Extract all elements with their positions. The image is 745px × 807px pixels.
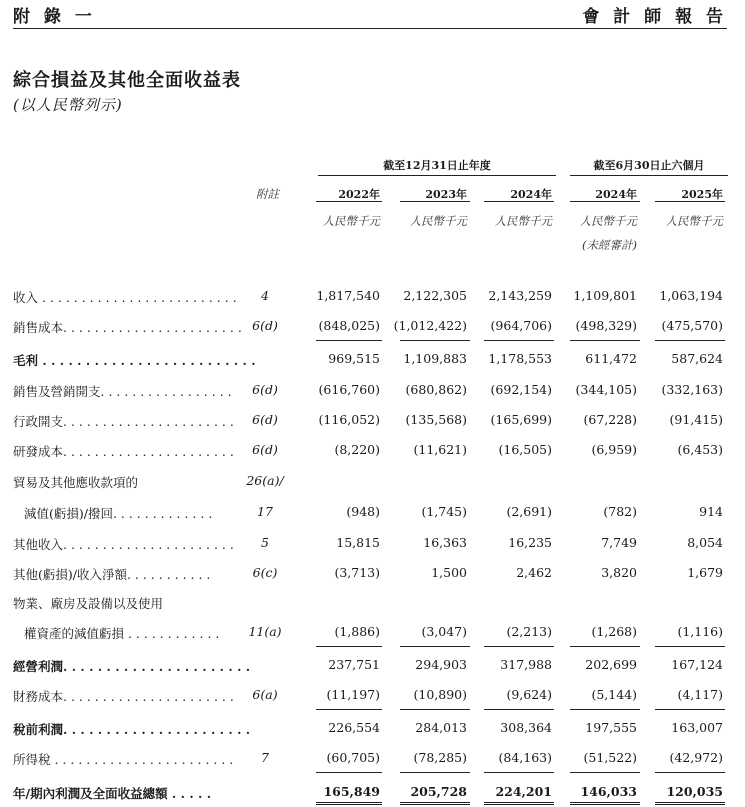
- subtotal-rule: [655, 340, 725, 341]
- year-header: 2025年: [681, 188, 723, 201]
- row-label: 行政開支. . . . . . . . . . . . . . . . . . . . . .: [13, 414, 234, 429]
- cell-value: 167,124: [671, 657, 723, 672]
- row-label: 減值(虧損)/撥回. . . . . . . . . . . . .: [24, 506, 213, 521]
- row-note: 6(c): [252, 565, 278, 580]
- table-row: [0, 288, 745, 310]
- cell-value: (116,052): [318, 412, 380, 427]
- cell-value: (3,047): [421, 624, 467, 639]
- table-row: [0, 624, 745, 646]
- subtotal-rule: [484, 772, 554, 773]
- table-row: [0, 504, 745, 526]
- cell-value: (616,760): [318, 382, 380, 397]
- period-year-end: 截至12月31日止年度: [383, 159, 491, 172]
- subtotal-rule: [484, 340, 554, 341]
- cell-value: 165,849: [323, 784, 380, 799]
- note-column-header: 附註: [256, 187, 279, 201]
- subtotal-rule: [316, 646, 382, 647]
- cell-value: 163,007: [671, 720, 723, 735]
- cell-value: (67,228): [583, 412, 637, 427]
- cell-value: (332,163): [661, 382, 723, 397]
- cell-value: (10,890): [413, 687, 467, 702]
- row-label: 財務成本. . . . . . . . . . . . . . . . . . . . . .: [13, 689, 234, 704]
- row-note: 6(d): [252, 442, 278, 457]
- table-row: [0, 473, 745, 495]
- unaudited-label: (未經審計): [582, 238, 637, 252]
- cell-value: (60,705): [326, 750, 380, 765]
- cell-value: (1,012,422): [393, 318, 467, 333]
- cell-value: (692,154): [490, 382, 552, 397]
- cell-value: (51,522): [583, 750, 637, 765]
- subtotal-rule: [400, 340, 470, 341]
- cell-value: 8,054: [687, 535, 723, 550]
- row-note: 6(d): [252, 382, 278, 397]
- row-label: 權資產的減值虧損 . . . . . . . . . . . .: [24, 626, 220, 641]
- cell-value: 1,109,883: [403, 351, 467, 366]
- cell-value: 1,178,553: [488, 351, 552, 366]
- unit-header: 人民幣千元: [494, 214, 552, 228]
- cell-value: (16,505): [498, 442, 552, 457]
- unit-header: 人民幣千元: [322, 214, 380, 228]
- cell-value: (848,025): [318, 318, 380, 333]
- cell-value: 224,201: [495, 784, 552, 799]
- subtotal-rule: [655, 709, 725, 710]
- cell-value: (782): [603, 504, 637, 519]
- table-row: [0, 351, 745, 373]
- subtotal-rule: [484, 709, 554, 710]
- total-double-rule: [484, 802, 554, 805]
- row-label: 年/期內利潤及全面收益總額 . . . . .: [13, 786, 212, 801]
- row-label: 經營利潤. . . . . . . . . . . . . . . . . . . . . .: [13, 659, 251, 674]
- cell-value: 1,500: [431, 565, 467, 580]
- cell-value: (2,691): [506, 504, 552, 519]
- cell-value: 120,035: [666, 784, 723, 799]
- row-note: 4: [261, 288, 269, 303]
- cell-value: 1,679: [687, 565, 723, 580]
- table-row: [0, 565, 745, 587]
- unit-header: 人民幣千元: [579, 214, 637, 228]
- cell-value: (6,959): [591, 442, 637, 457]
- row-label: 銷售成本. . . . . . . . . . . . . . . . . . . . . . .: [13, 320, 242, 335]
- year-header: 2022年: [338, 188, 380, 201]
- cell-value: (1,116): [677, 624, 723, 639]
- subtotal-rule: [570, 340, 640, 341]
- subtotal-rule: [655, 646, 725, 647]
- cell-value: 1,109,801: [573, 288, 637, 303]
- cell-value: 226,554: [328, 720, 380, 735]
- table-row: [0, 318, 745, 340]
- cell-value: 15,815: [336, 535, 380, 550]
- cell-value: (91,415): [669, 412, 723, 427]
- row-note: 11(a): [248, 624, 282, 639]
- unit-header: 人民幣千元: [665, 214, 723, 228]
- table-row: [0, 687, 745, 709]
- row-label: 貿易及其他應收款項的: [13, 475, 139, 490]
- cell-value: (498,329): [575, 318, 637, 333]
- cell-value: (1,886): [334, 624, 380, 639]
- period-year-end-rule: [318, 175, 556, 176]
- row-label: 所得稅 . . . . . . . . . . . . . . . . . . . . . . .: [13, 752, 234, 767]
- cell-value: (475,570): [661, 318, 723, 333]
- cell-value: (2,213): [506, 624, 552, 639]
- row-label: 銷售及營銷開支. . . . . . . . . . . . . . . . .: [13, 384, 232, 399]
- row-label: 稅前利潤. . . . . . . . . . . . . . . . . . . . . .: [13, 722, 251, 737]
- table-row: [0, 535, 745, 557]
- cell-value: 3,820: [601, 565, 637, 580]
- cell-value: 202,699: [585, 657, 637, 672]
- row-note: 6(a): [252, 687, 278, 702]
- cell-value: (948): [346, 504, 380, 519]
- row-note: 26(a)/: [246, 473, 284, 488]
- year-header: 2024年: [595, 188, 637, 201]
- currency-subtitle: (以人民幣列示): [13, 96, 123, 114]
- subtotal-rule: [655, 772, 725, 773]
- cell-value: (964,706): [490, 318, 552, 333]
- cell-value: 1,817,540: [316, 288, 380, 303]
- cell-value: 16,235: [508, 535, 552, 550]
- table-row: [0, 412, 745, 434]
- table-row: [0, 382, 745, 404]
- cell-value: 914: [699, 504, 723, 519]
- cell-value: (42,972): [669, 750, 723, 765]
- cell-value: 969,515: [328, 351, 380, 366]
- year-underline: [316, 201, 382, 202]
- period-six-months-rule: [570, 175, 728, 176]
- cell-value: (9,624): [506, 687, 552, 702]
- cell-value: 2,462: [516, 565, 552, 580]
- cell-value: (11,621): [413, 442, 467, 457]
- cell-value: 294,903: [415, 657, 467, 672]
- year-underline: [570, 201, 640, 202]
- subtotal-rule: [316, 772, 382, 773]
- cell-value: (3,713): [334, 565, 380, 580]
- cell-value: (344,105): [575, 382, 637, 397]
- row-note: 7: [261, 750, 269, 765]
- unit-header: 人民幣千元: [409, 214, 467, 228]
- subtotal-rule: [570, 772, 640, 773]
- statement-title: 綜合損益及其他全面收益表: [13, 70, 241, 91]
- row-label: 毛利 . . . . . . . . . . . . . . . . . . . . . . . . .: [13, 353, 256, 368]
- cell-value: (8,220): [334, 442, 380, 457]
- row-note: 6(d): [252, 412, 278, 427]
- cell-value: 146,033: [580, 784, 637, 799]
- year-underline: [484, 201, 554, 202]
- cell-value: (135,568): [405, 412, 467, 427]
- cell-value: 308,364: [500, 720, 552, 735]
- cell-value: (1,268): [591, 624, 637, 639]
- table-row: [0, 720, 745, 742]
- subtotal-rule: [484, 646, 554, 647]
- subtotal-rule: [316, 340, 382, 341]
- table-row: [0, 442, 745, 464]
- cell-value: (4,117): [677, 687, 723, 702]
- row-note: 17: [257, 504, 273, 519]
- cell-value: (5,144): [591, 687, 637, 702]
- year-underline: [655, 201, 725, 202]
- row-label: 其他收入. . . . . . . . . . . . . . . . . . . . . .: [13, 537, 234, 552]
- cell-value: 7,749: [601, 535, 637, 550]
- subtotal-rule: [400, 646, 470, 647]
- table-row: [0, 594, 745, 616]
- cell-value: (84,163): [498, 750, 552, 765]
- cell-value: 587,624: [671, 351, 723, 366]
- total-double-rule: [655, 802, 725, 805]
- cell-value: 2,122,305: [403, 288, 467, 303]
- cell-value: 1,063,194: [659, 288, 723, 303]
- cell-value: 237,751: [328, 657, 380, 672]
- total-double-rule: [570, 802, 640, 805]
- subtotal-rule: [570, 646, 640, 647]
- report-header: 會 計 師 報 告: [582, 7, 727, 27]
- row-note: 5: [261, 535, 269, 550]
- table-row: [0, 657, 745, 679]
- cell-value: 197,555: [585, 720, 637, 735]
- row-label: 收入 . . . . . . . . . . . . . . . . . . . . . . . . .: [13, 290, 237, 305]
- cell-value: (78,285): [413, 750, 467, 765]
- cell-value: (680,862): [405, 382, 467, 397]
- cell-value: (6,453): [677, 442, 723, 457]
- cell-value: (165,699): [490, 412, 552, 427]
- total-double-rule: [316, 802, 382, 805]
- subtotal-rule: [400, 772, 470, 773]
- cell-value: 317,988: [500, 657, 552, 672]
- table-row: [0, 750, 745, 772]
- row-note: 6(d): [252, 318, 278, 333]
- subtotal-rule: [316, 709, 382, 710]
- year-header: 2024年: [510, 188, 552, 201]
- cell-value: (11,197): [326, 687, 380, 702]
- cell-value: (1,745): [421, 504, 467, 519]
- total-double-rule: [400, 802, 470, 805]
- cell-value: 205,728: [410, 784, 467, 799]
- cell-value: 611,472: [585, 351, 637, 366]
- cell-value: 16,363: [423, 535, 467, 550]
- row-label: 其他(虧損)/收入淨額. . . . . . . . . . .: [13, 567, 211, 582]
- header-divider: [13, 28, 727, 29]
- row-label: 研發成本. . . . . . . . . . . . . . . . . . . . . .: [13, 444, 234, 459]
- year-header: 2023年: [425, 188, 467, 201]
- row-label: 物業、廠房及設備以及使用: [13, 596, 164, 611]
- subtotal-rule: [400, 709, 470, 710]
- cell-value: 2,143,259: [488, 288, 552, 303]
- year-underline: [400, 201, 470, 202]
- subtotal-rule: [570, 709, 640, 710]
- period-six-months: 截至6月30日止六個月: [593, 159, 705, 172]
- appendix-header: 附 錄 一: [13, 7, 96, 27]
- cell-value: 284,013: [415, 720, 467, 735]
